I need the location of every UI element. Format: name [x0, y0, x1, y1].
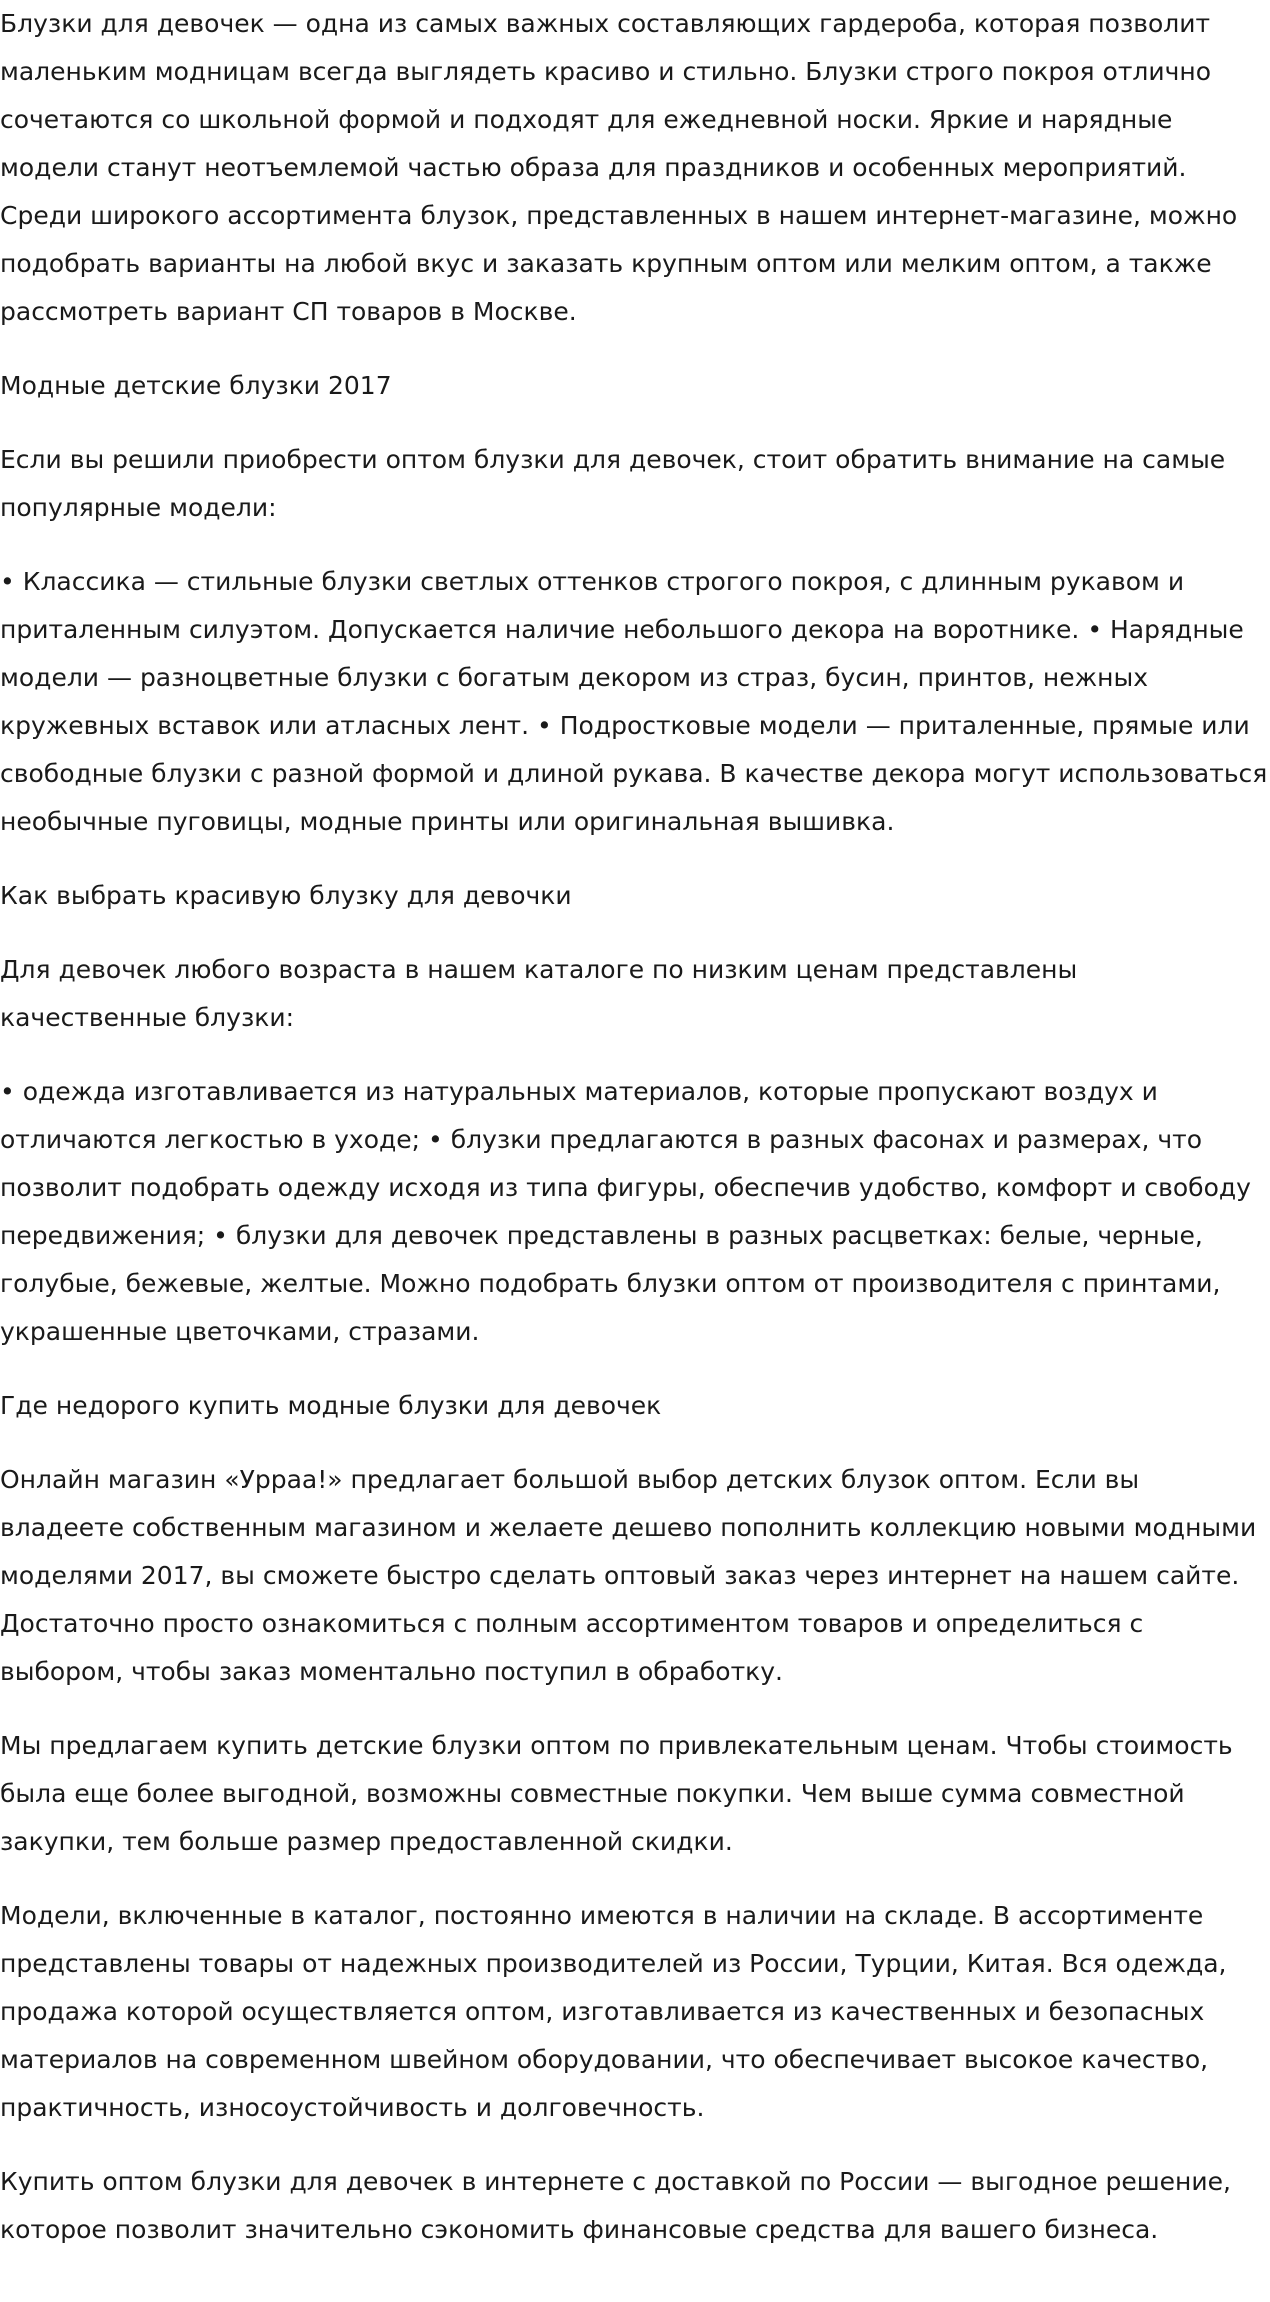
models-list-paragraph: • Классика — стильные блузки светлых оттенков строгого покроя, с длинным рукавом и приталенным силуэтом. Допускается наличие небольшого декора на воротнике. • Нарядные модели — разноцветные блузки с богатым декором из страз, бусин, принтов, нежных кружевных вставок или атласных лент. • Подростковые модели — приталенные, прямые или свободные блузки с разной формой и длиной рукава. В качестве декора могут использоваться необычные пуговицы, модные принты или оригинальная вышивка.: [0, 567, 1268, 836]
features-list-paragraph: • одежда изготавливается из натуральных материалов, которые пропускают воздух и отличаются легкостью в уходе; • блузки предлагаются в разных фасонах и размерах, что позволит подобрать одежду исходя из типа фигуры, обеспечив удобство, комфорт и свободу передвижения; • блузки для девочек представлены в разных расцветках: белые, черные, голубые, бежевые, желтые. Можно подобрать блузки оптом от производителя с принтами, украшенные цветочками, стразами.: [0, 1077, 1251, 1346]
joint-purchase-paragraph: Мы предлагаем купить детские блузки оптом по привлекательным ценам. Чтобы стоимость была еще более выгодной, возможны совместные покупки. Чем выше сумма совместной закупки, тем больше размер предоставленной скидки.: [0, 1731, 1233, 1856]
popular-models-intro: Если вы решили приобрести оптом блузки для девочек, стоит обратить внимание на самые популярные модели:: [0, 445, 1226, 522]
section-heading-how-to-choose: Как выбрать красивую блузку для девочки: [0, 881, 572, 910]
closing-paragraph: Купить оптом блузки для девочек в интернете с доставкой по России — выгодное решение, которое позволит значительно сэкономить финансовые средства для вашего бизнеса.: [0, 2167, 1231, 2244]
section-heading-fashion-2017: Модные детские блузки 2017: [0, 371, 392, 400]
section-heading-where-to-buy: Где недорого купить модные блузки для девочек: [0, 1391, 662, 1420]
catalog-intro-paragraph: Для девочек любого возраста в нашем каталоге по низким ценам представлены качественные блузки:: [0, 955, 1078, 1032]
intro-paragraph: Блузки для девочек — одна из самых важных составляющих гардероба, которая позволит маленьким модницам всегда выглядеть красиво и стильно. Блузки строго покроя отлично сочетаются со школьной формой и подходят для ежедневной носки. Яркие и нарядные модели станут неотъемлемой частью образа для праздников и особенных мероприятий. Среди широкого ассортимента блузок, представленных в нашем интернет-магазине, можно подобрать варианты на любой вкус и заказать крупным оптом или мелким оптом, а также рассмотреть вариант СП товаров в Москве.: [0, 9, 1238, 326]
shop-offer-paragraph: Онлайн магазин «Урраа!» предлагает большой выбор детских блузок оптом. Если вы владеете собственным магазином и желаете дешево пополнить коллекцию новыми модными моделями 2017, вы сможете быстро сделать оптовый заказ через интернет на нашем сайте. Достаточно просто ознакомиться с полным ассортиментом товаров и определиться с выбором, чтобы заказ моментально поступил в обработку.: [0, 1465, 1257, 1686]
stock-quality-paragraph: Модели, включенные в каталог, постоянно имеются в наличии на складе. В ассортименте представлены товары от надежных производителей из России, Турции, Китая. Вся одежда, продажа которой осуществляется оптом, изготавливается из качественных и безопасных материалов на современном швейном оборудовании, что обеспечивает высокое качество, практичность, износоустойчивость и долговечность.: [0, 1901, 1227, 2122]
